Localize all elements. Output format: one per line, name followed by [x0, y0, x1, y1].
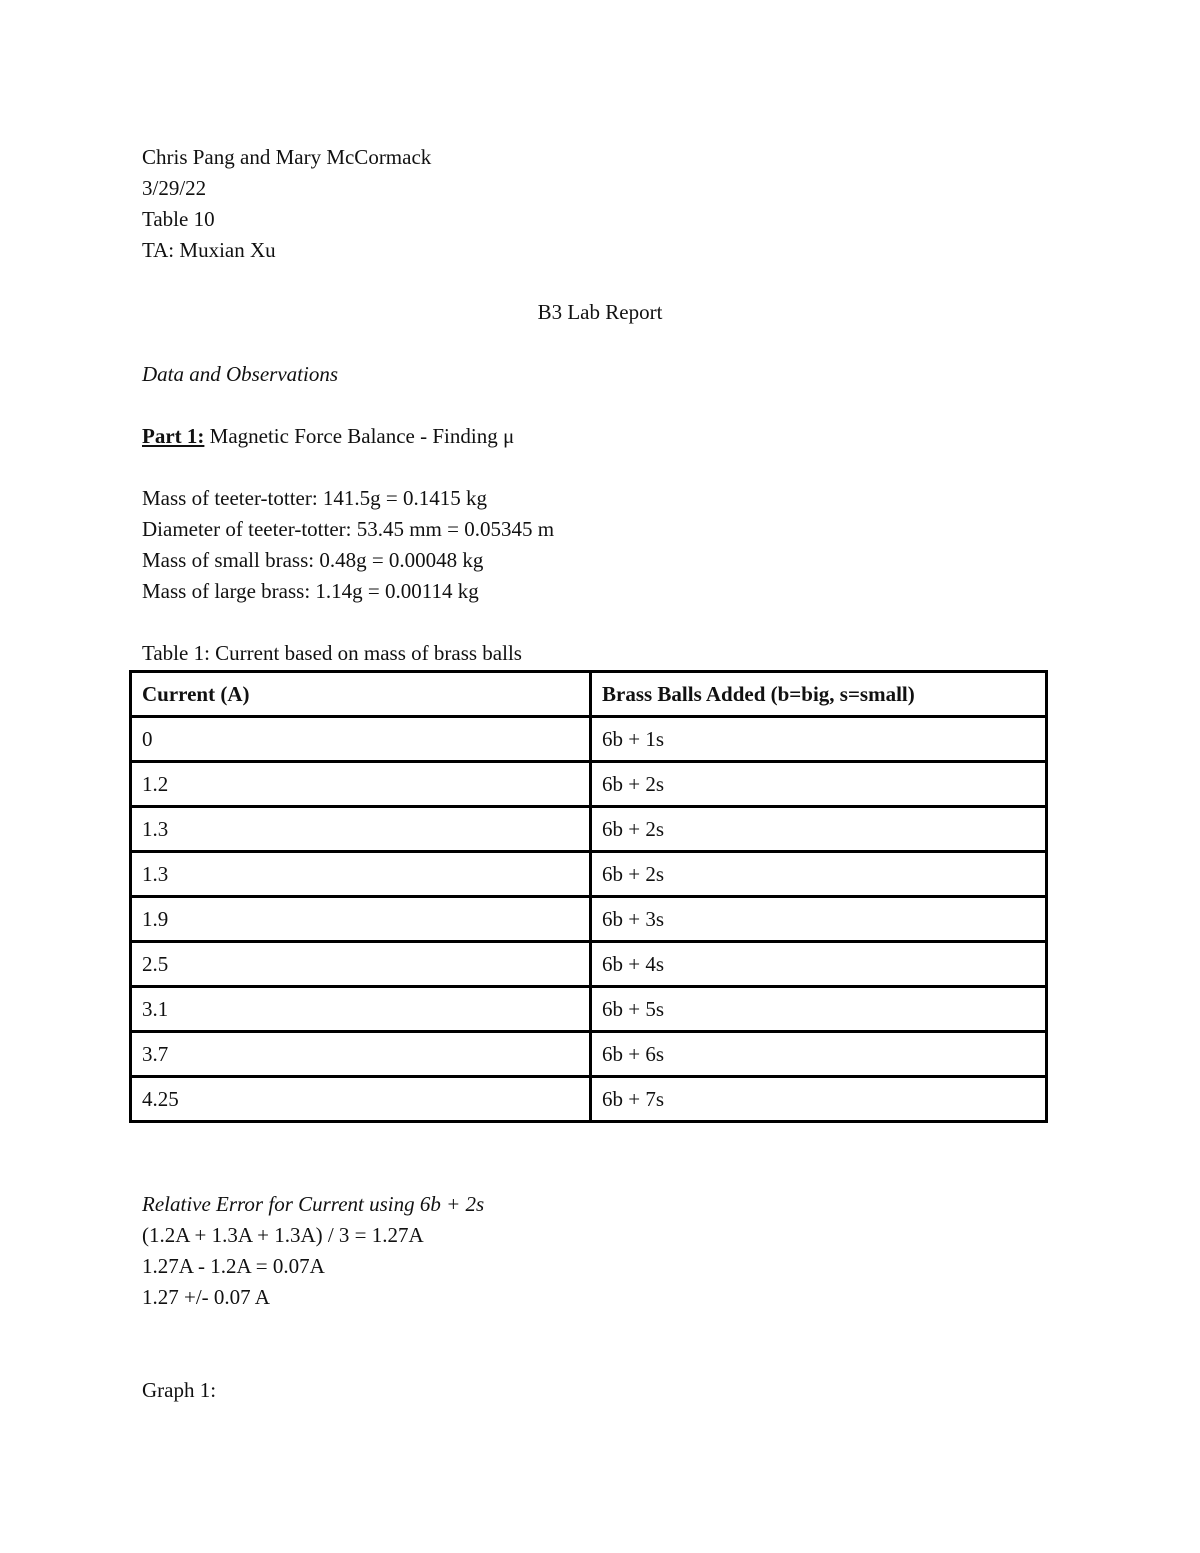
table-caption: Table 1: Current based on mass of brass balls [142, 641, 522, 665]
table-row [131, 807, 1047, 852]
part1-text: Magnetic Force Balance - Finding μ [209, 424, 515, 448]
column-header-brass-balls: Brass Balls Added (b=big, s=small) [591, 672, 1047, 717]
cell-brass-balls: 6b + 4s [591, 942, 1047, 987]
measurement-line: Mass of large brass: 1.14g = 0.00114 kg [142, 579, 479, 603]
cell-current: 1.9 [131, 897, 591, 942]
cell-current: 4.25 [131, 1077, 591, 1122]
table-row [131, 1032, 1047, 1077]
table-header-row [131, 672, 1047, 717]
column-header-current: Current (A) [131, 672, 591, 717]
authors-line: Chris Pang and Mary McCormack [142, 145, 432, 169]
cell-brass-balls: 6b + 6s [591, 1032, 1047, 1077]
part1-heading [142, 423, 514, 449]
ta-line: TA: Muxian Xu [142, 238, 276, 262]
cell-current: 2.5 [131, 942, 591, 987]
cell-current: 1.3 [131, 807, 591, 852]
table-row [131, 717, 1047, 762]
calculation-line: 1.27 +/- 0.07 A [142, 1285, 270, 1309]
cell-brass-balls: 6b + 1s [591, 717, 1047, 762]
cell-current: 3.7 [131, 1032, 591, 1077]
page-title: B3 Lab Report [537, 300, 663, 324]
graph-label: Graph 1: [142, 1378, 217, 1402]
cell-brass-balls: 6b + 2s [591, 852, 1047, 897]
table-row [131, 1077, 1047, 1122]
cell-current: 1.2 [131, 762, 591, 807]
cell-brass-balls: 6b + 5s [591, 987, 1047, 1032]
cell-brass-balls: 6b + 2s [591, 762, 1047, 807]
cell-current: 0 [131, 717, 591, 762]
table-number-line: Table 10 [142, 207, 215, 231]
cell-brass-balls: 6b + 2s [591, 807, 1047, 852]
cell-brass-balls: 6b + 3s [591, 897, 1047, 942]
calculation-line: (1.2A + 1.3A + 1.3A) / 3 = 1.27A [142, 1223, 424, 1247]
measurement-line: Mass of teeter-totter: 141.5g = 0.1415 kg [142, 486, 488, 510]
current-table [129, 670, 1048, 1123]
calculation-line: 1.27A - 1.2A = 0.07A [142, 1254, 325, 1278]
measurement-line: Mass of small brass: 0.48g = 0.00048 kg [142, 548, 484, 572]
table-row [131, 762, 1047, 807]
table-row [131, 987, 1047, 1032]
cell-brass-balls: 6b + 7s [591, 1077, 1047, 1122]
part1-label: Part 1: [142, 424, 205, 448]
table-row [131, 942, 1047, 987]
measurement-line: Diameter of teeter-totter: 53.45 mm = 0.05345 m [142, 517, 555, 541]
section-heading: Data and Observations [142, 362, 338, 386]
date-line: 3/29/22 [142, 176, 207, 200]
table-row [131, 897, 1047, 942]
cell-current: 3.1 [131, 987, 591, 1032]
cell-current: 1.3 [131, 852, 591, 897]
table-row [131, 852, 1047, 897]
relative-error-heading: Relative Error for Current using 6b + 2s [142, 1192, 485, 1216]
